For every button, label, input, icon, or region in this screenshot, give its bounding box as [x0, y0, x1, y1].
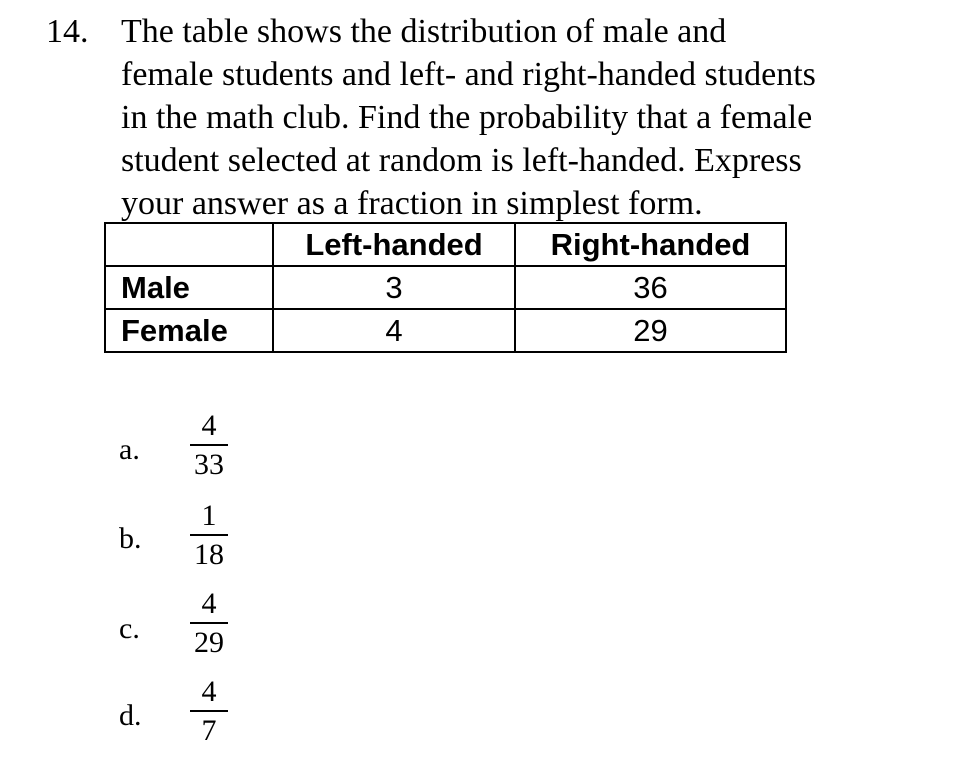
fraction-denominator: 7 — [201, 714, 217, 747]
fraction-denominator: 18 — [194, 538, 224, 571]
answer-choice-d[interactable] — [0, 676, 400, 756]
choice-fraction — [188, 410, 230, 481]
fraction-denominator: 33 — [194, 448, 224, 481]
fraction-numerator: 1 — [201, 499, 217, 532]
handedness-table — [104, 222, 787, 353]
question-line: The table shows the distribution of male and — [121, 13, 727, 50]
question-line: female students and left- and right-handed students — [121, 56, 816, 93]
row-label-male: Male — [105, 266, 273, 309]
fraction-bar — [190, 622, 228, 624]
choice-letter: a. — [119, 433, 140, 466]
table-cell: 36 — [515, 266, 786, 309]
table-cell: 3 — [273, 266, 515, 309]
fraction-numerator: 4 — [201, 675, 217, 708]
answer-choice-a[interactable] — [0, 410, 400, 490]
choice-fraction — [188, 676, 230, 747]
fraction-numerator: 4 — [201, 409, 217, 442]
table-row — [105, 309, 786, 352]
answer-choice-b[interactable] — [0, 500, 400, 580]
table-header-row — [105, 223, 786, 266]
table-corner-cell — [105, 223, 273, 266]
table-cell: 29 — [515, 309, 786, 352]
table-cell: 4 — [273, 309, 515, 352]
question-text — [121, 10, 881, 225]
choice-fraction — [188, 500, 230, 571]
choice-letter: c. — [119, 612, 140, 645]
fraction-numerator: 4 — [201, 587, 217, 620]
question-line: student selected at random is left-handed. Express — [121, 142, 802, 179]
question-line: in the math club. Find the probability that a female — [121, 99, 813, 136]
choice-letter: b. — [119, 522, 142, 555]
column-header-left-handed: Left-handed — [273, 223, 515, 266]
row-label-female: Female — [105, 309, 273, 352]
question-number: 14. — [46, 13, 89, 50]
choice-letter: d. — [119, 699, 142, 732]
choice-fraction — [188, 588, 230, 659]
column-header-right-handed: Right-handed — [515, 223, 786, 266]
fraction-bar — [190, 444, 228, 446]
table-row — [105, 266, 786, 309]
answer-choice-c[interactable] — [0, 588, 400, 668]
fraction-bar — [190, 710, 228, 712]
question-line: your answer as a fraction in simplest form. — [121, 185, 703, 222]
fraction-bar — [190, 534, 228, 536]
fraction-denominator: 29 — [194, 626, 224, 659]
